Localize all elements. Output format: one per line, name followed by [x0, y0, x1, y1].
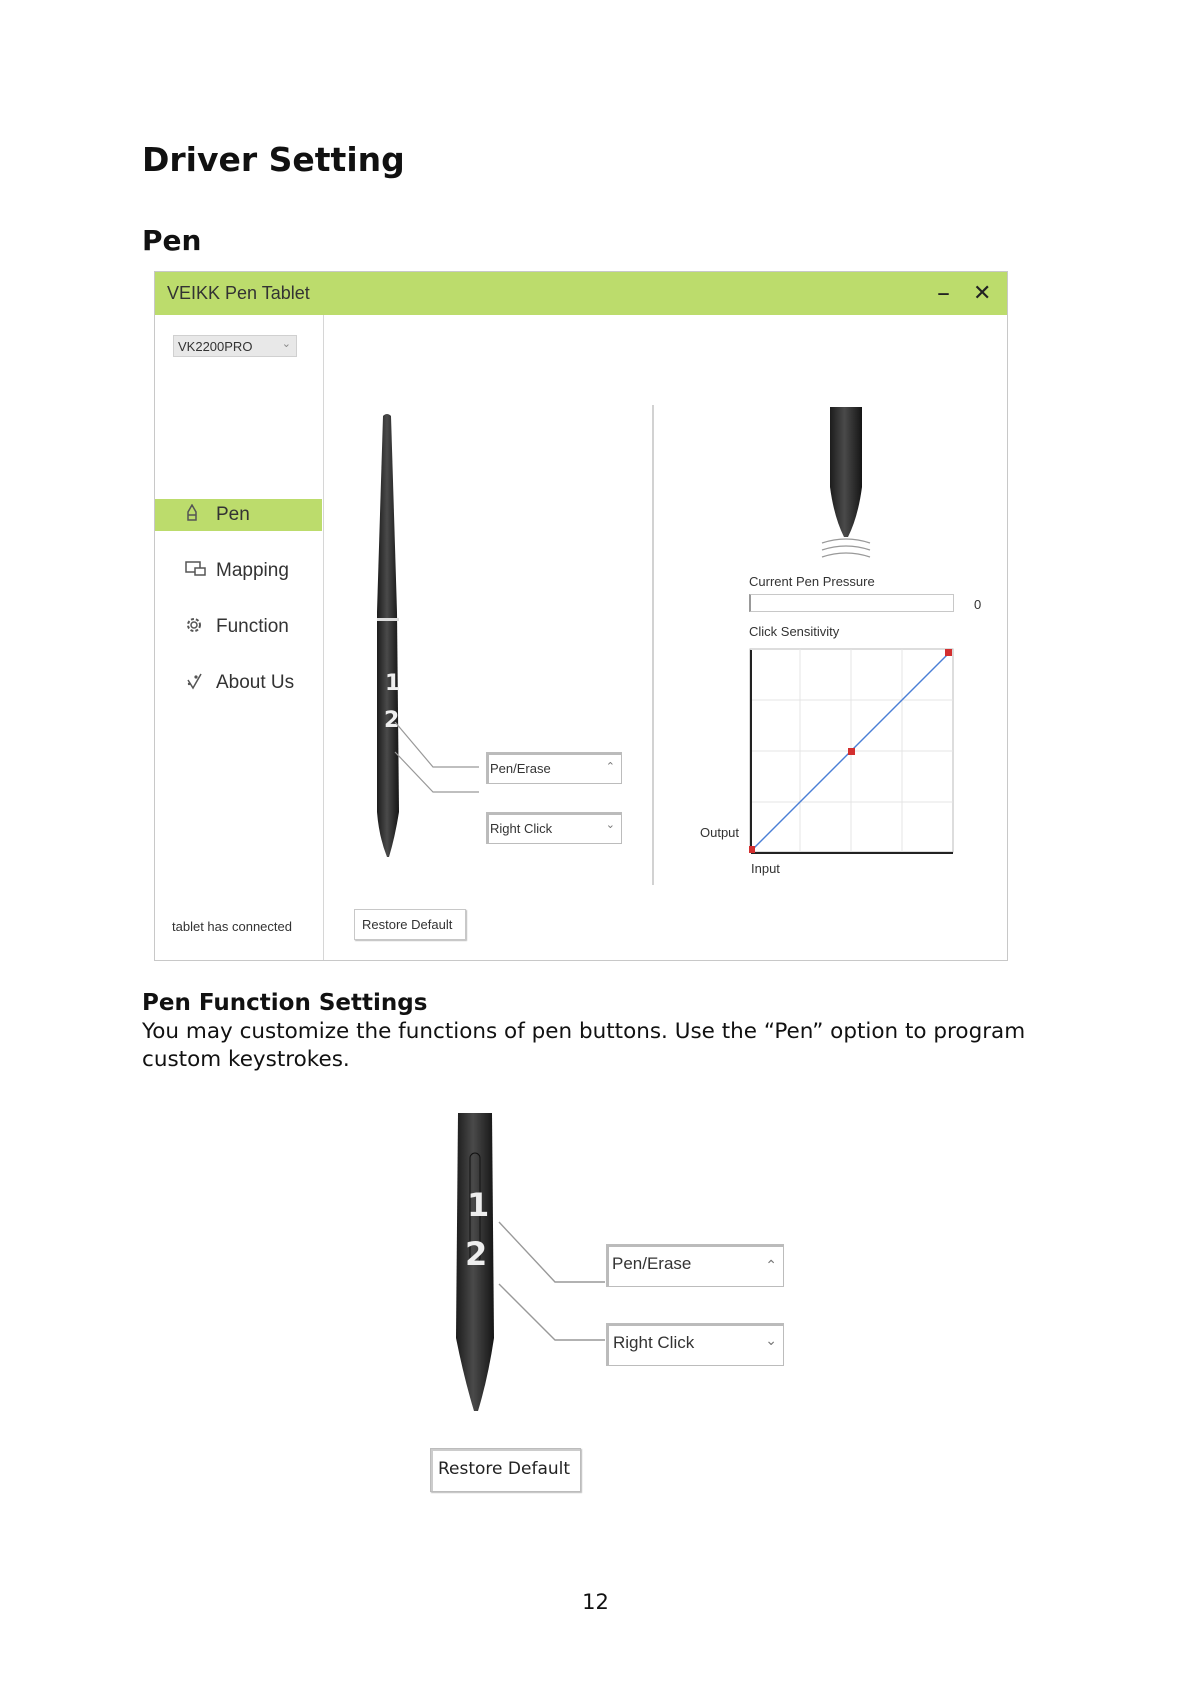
dropdown-value: Right Click	[490, 821, 553, 836]
pen-button-2-dropdown[interactable]	[486, 812, 622, 844]
pen-pressure-bar	[749, 594, 954, 612]
device-select[interactable]	[173, 335, 297, 357]
curve-handle-start[interactable]	[749, 846, 755, 853]
chevron-down-icon: ⌄	[765, 1332, 777, 1348]
callout-lines	[391, 722, 491, 812]
pen-closeup-button-2-mark: 2	[465, 1235, 488, 1273]
gear-icon	[185, 616, 203, 639]
window-titlebar	[155, 272, 1007, 315]
output-axis-label: Output	[700, 825, 740, 840]
sidebar-item-about-us[interactable]	[155, 667, 322, 699]
divider	[652, 405, 654, 885]
device-select-value: VK2200PRO	[178, 339, 253, 354]
pen-closeup-button-1-mark: 1	[467, 1186, 490, 1224]
closeup-pen-button-1-dropdown[interactable]	[606, 1244, 784, 1287]
chevron-up-icon: ⌃	[605, 761, 615, 773]
driver-window	[154, 271, 1008, 961]
sidebar	[155, 315, 324, 960]
page-number: 12	[582, 1590, 609, 1614]
description-paragraph: You may customize the functions of pen buttons. Use the “Pen” option to program custom keystrokes.	[142, 1019, 1026, 1072]
minimize-icon[interactable]: –	[937, 278, 950, 308]
close-icon[interactable]: ✕	[973, 281, 992, 306]
restore-default-button[interactable]: Restore Default	[354, 909, 466, 940]
info-icon	[185, 672, 205, 695]
section-title: Pen	[142, 224, 202, 257]
sidebar-item-label: Pen	[216, 504, 250, 525]
window-title: VEIKK Pen Tablet	[167, 283, 310, 303]
chevron-down-icon: ⌄	[281, 338, 291, 350]
pen-pressure-value: 0	[974, 597, 982, 612]
curve-handle-end[interactable]	[945, 649, 952, 656]
pen-icon	[185, 504, 199, 527]
curve-handle-mid[interactable]	[848, 748, 855, 755]
closeup-restore-default-button[interactable]: Restore Default	[430, 1448, 581, 1492]
closeup-callout-lines	[495, 1220, 615, 1350]
input-axis-label: Input	[751, 861, 780, 876]
dropdown-value: Right Click	[613, 1333, 695, 1352]
sidebar-item-label: Mapping	[216, 560, 289, 581]
pen-tip-illustration	[820, 407, 872, 567]
pen-button-2-mark: 2	[384, 708, 400, 733]
sidebar-item-pen[interactable]	[155, 499, 322, 531]
chevron-down-icon: ⌄	[605, 819, 615, 831]
page-title: Driver Setting	[142, 140, 405, 179]
chevron-up-icon: ⌃	[765, 1257, 777, 1273]
dropdown-value: Pen/Erase	[490, 761, 551, 776]
sidebar-item-function[interactable]	[155, 611, 322, 643]
monitor-icon	[185, 560, 207, 583]
sensitivity-curve[interactable]	[749, 648, 954, 855]
current-pen-pressure-label: Current Pen Pressure	[749, 574, 875, 589]
dropdown-value: Pen/Erase	[612, 1254, 692, 1273]
closeup-pen-button-2-dropdown[interactable]	[606, 1323, 784, 1366]
connection-status: tablet has connected	[172, 919, 292, 934]
click-sensitivity-label: Click Sensitivity	[749, 624, 840, 639]
sidebar-item-mapping[interactable]	[155, 555, 322, 587]
sidebar-item-label: About Us	[216, 672, 295, 693]
pen-button-1-dropdown[interactable]	[486, 752, 622, 784]
subsection-title: Pen Function Settings	[142, 990, 428, 1016]
pen-button-1-mark: 1	[385, 671, 401, 696]
sidebar-item-label: Function	[216, 616, 289, 637]
